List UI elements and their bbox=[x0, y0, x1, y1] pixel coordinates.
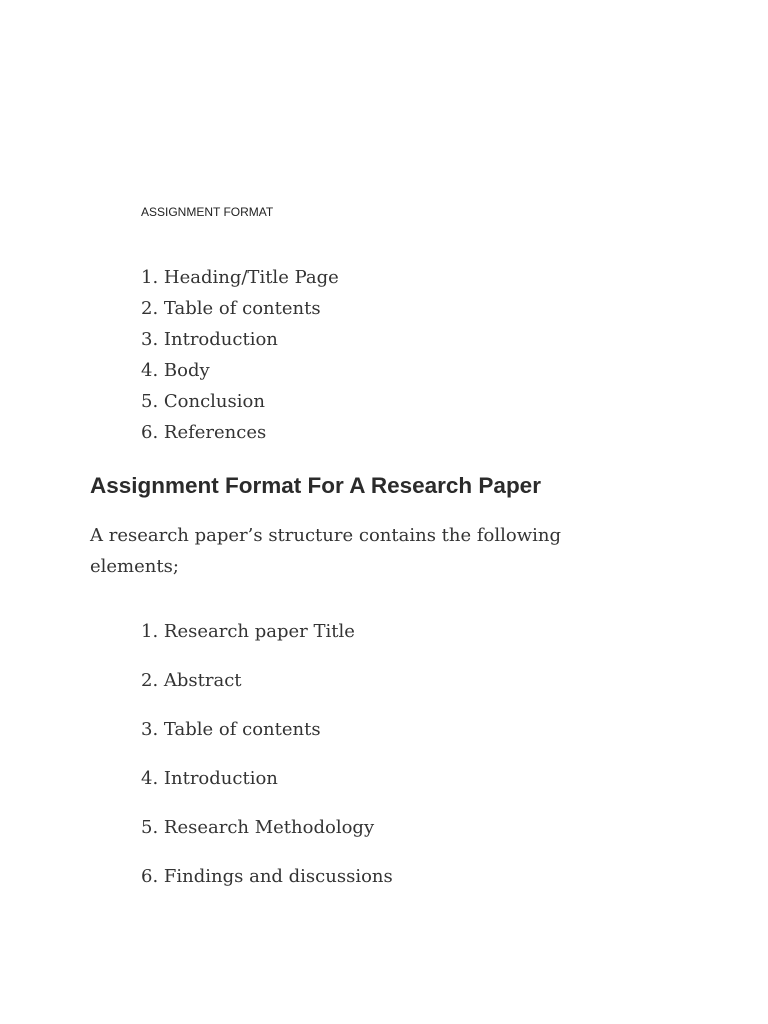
assignment-format-caption: ASSIGNMENT FORMAT bbox=[141, 205, 274, 219]
list-item: 1. Research paper Title bbox=[141, 621, 355, 642]
intro-paragraph: A research paper’s structure contains the following elements; bbox=[90, 525, 561, 577]
list-item: 4. Body bbox=[141, 360, 210, 381]
assignment-format-list bbox=[141, 262, 339, 448]
list-item: 1. Heading/Title Page bbox=[141, 267, 339, 288]
list-item: 5. Conclusion bbox=[141, 391, 265, 412]
research-paper-elements-list bbox=[141, 616, 393, 910]
list-item: 2. Abstract bbox=[141, 670, 242, 691]
list-item: 3. Introduction bbox=[141, 329, 278, 350]
list-item: 6. References bbox=[141, 422, 267, 443]
list-item: 5. Research Methodology bbox=[141, 817, 375, 838]
section-heading: Assignment Format For A Research Paper bbox=[90, 473, 541, 498]
list-item: 3. Table of contents bbox=[141, 719, 321, 740]
list-item: 6. Findings and discussions bbox=[141, 866, 393, 887]
list-item: 2. Table of contents bbox=[141, 298, 321, 319]
list-item: 4. Introduction bbox=[141, 768, 278, 789]
